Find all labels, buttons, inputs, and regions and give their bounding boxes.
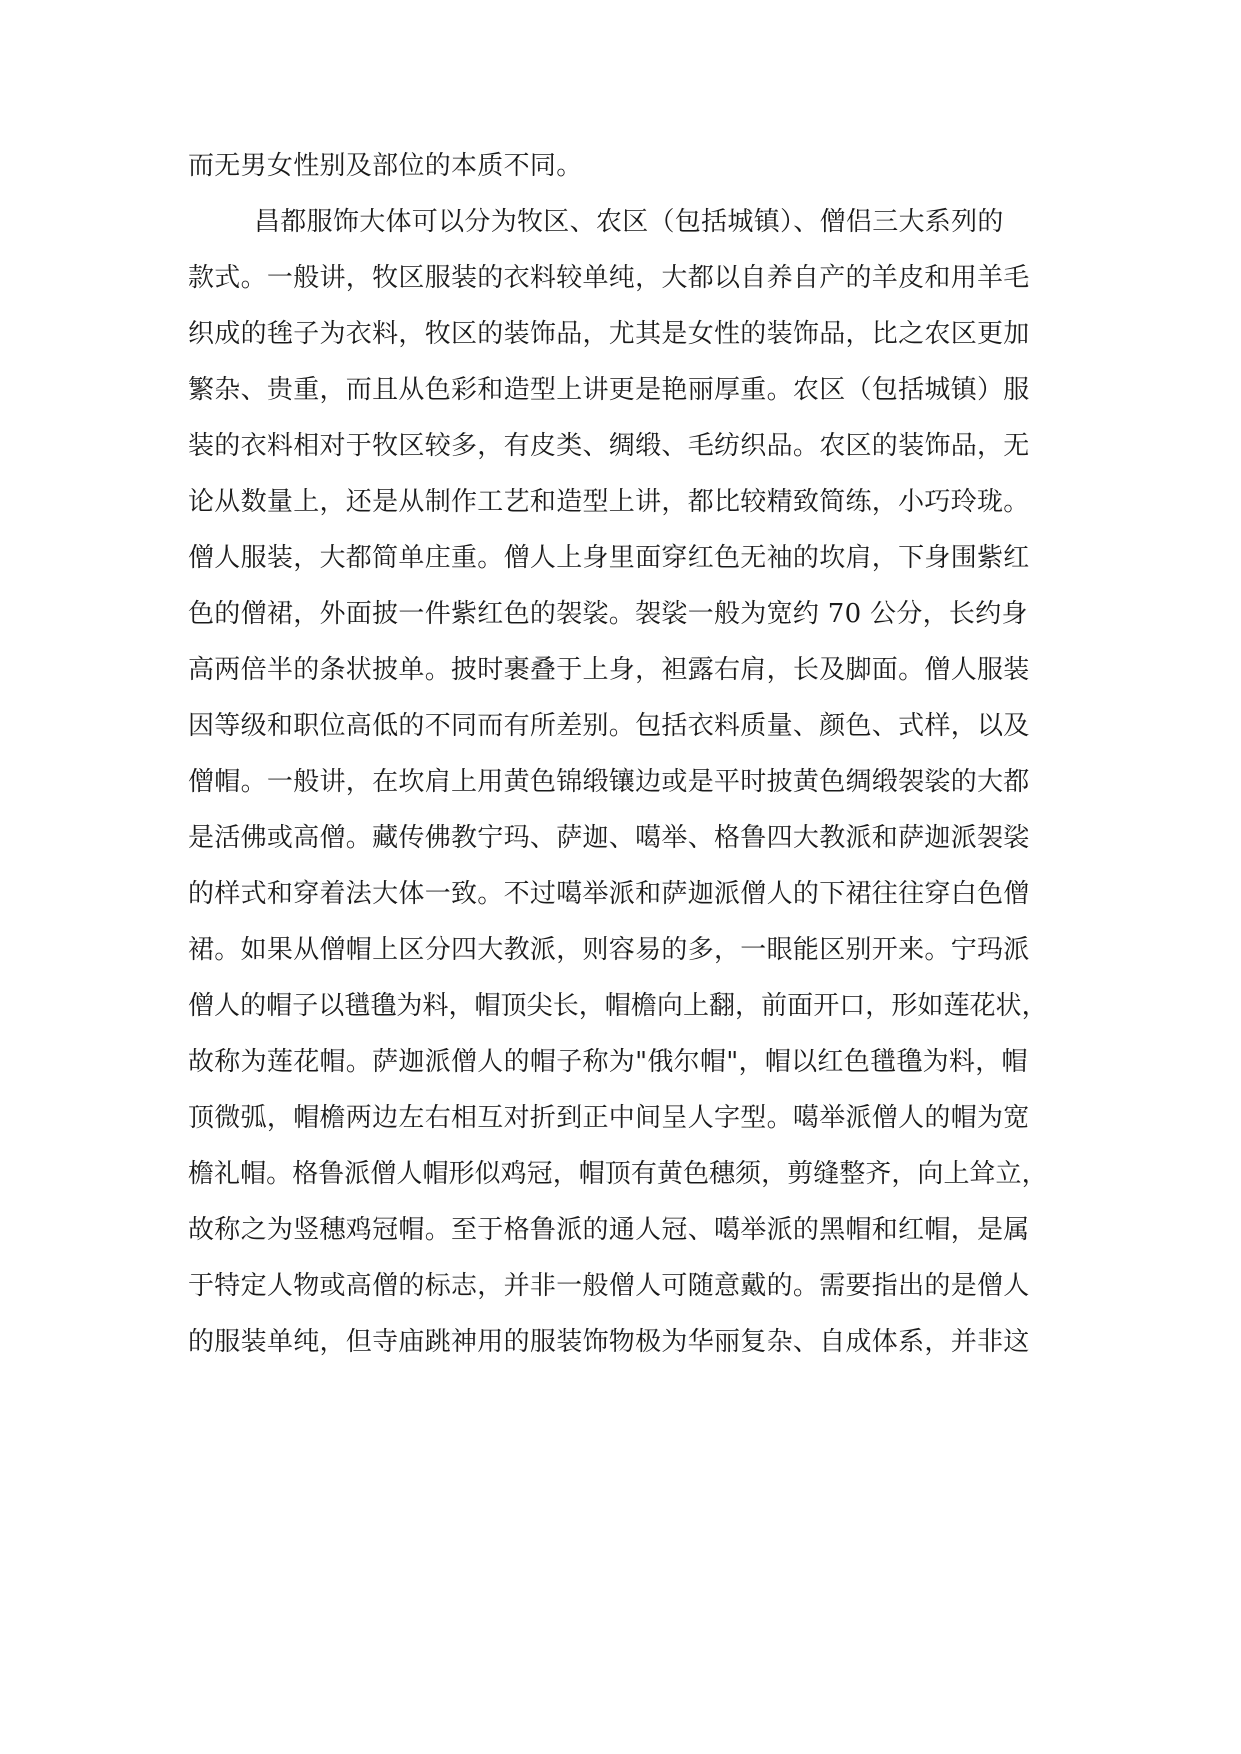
text-line: 檐礼帽。格鲁派僧人帽形似鸡冠，帽顶有黄色穗须，剪缝整齐，向上耸立，	[188, 1159, 1048, 1189]
text-line: 款式。一般讲，牧区服装的衣料较单纯，大都以自养自产的羊皮和用羊毛	[188, 263, 1030, 293]
text-line: 裙。如果从僧帽上区分四大教派，则容易的多，一眼能区别开来。宁玛派	[188, 935, 1030, 965]
text-line: 装的衣料相对于牧区较多，有皮类、绸缎、毛纺织品。农区的装饰品，无	[188, 431, 1030, 461]
text-line: 顶微弧，帽檐两边左右相互对折到正中间呈人字型。噶举派僧人的帽为宽	[188, 1103, 1030, 1133]
text-line: 因等级和职位高低的不同而有所差别。包括衣料质量、颜色、式样，以及	[188, 711, 1030, 741]
text-line: 而无男女性别及部位的本质不同。	[188, 151, 583, 181]
text-line: 僧帽。一般讲，在坎肩上用黄色锦缎镶边或是平时披黄色绸缎袈裟的大都	[188, 767, 1030, 797]
text-line: 故称为莲花帽。萨迦派僧人的帽子称为"俄尔帽"，帽以红色氆氇为料，帽	[188, 1047, 1028, 1077]
text-line: 僧人的帽子以氆氇为料，帽顶尖长，帽檐向上翻，前面开口，形如莲花状，	[188, 991, 1048, 1021]
text-line: 织成的毪子为衣料，牧区的装饰品，尤其是女性的装饰品，比之农区更加	[188, 319, 1030, 349]
text-line: 繁杂、贵重，而且从色彩和造型上讲更是艳丽厚重。农区（包括城镇）服	[188, 375, 1030, 405]
text-line: 是活佛或高僧。藏传佛教宁玛、萨迦、噶举、格鲁四大教派和萨迦派袈裟	[188, 823, 1030, 853]
text-line: 的服装单纯，但寺庙跳神用的服装饰物极为华丽复杂、自成体系，并非这	[188, 1327, 1030, 1357]
text-line: 高两倍半的条状披单。披时裹叠于上身，袒露右肩，长及脚面。僧人服装	[188, 655, 1030, 685]
text-line: 僧人服装，大都简单庄重。僧人上身里面穿红色无袖的坎肩，下身围紫红	[188, 543, 1030, 573]
text-line: 论从数量上，还是从制作工艺和造型上讲，都比较精致简练，小巧玲珑。	[188, 487, 1030, 517]
text-line: 故称之为竖穗鸡冠帽。至于格鲁派的通人冠、噶举派的黑帽和红帽，是属	[188, 1215, 1030, 1245]
text-line: 色的僧裙，外面披一件紫红色的袈裟。袈裟一般为宽约 70 公分，长约身	[188, 599, 1028, 629]
text-line: 于特定人物或高僧的标志，并非一般僧人可随意戴的。需要指出的是僧人	[188, 1271, 1030, 1301]
paragraph-first-line: 昌都服饰大体可以分为牧区、农区（包括城镇）、僧侣三大系列的	[254, 207, 1004, 237]
text-line: 的样式和穿着法大体一致。不过噶举派和萨迦派僧人的下裙往往穿白色僧	[188, 879, 1030, 909]
